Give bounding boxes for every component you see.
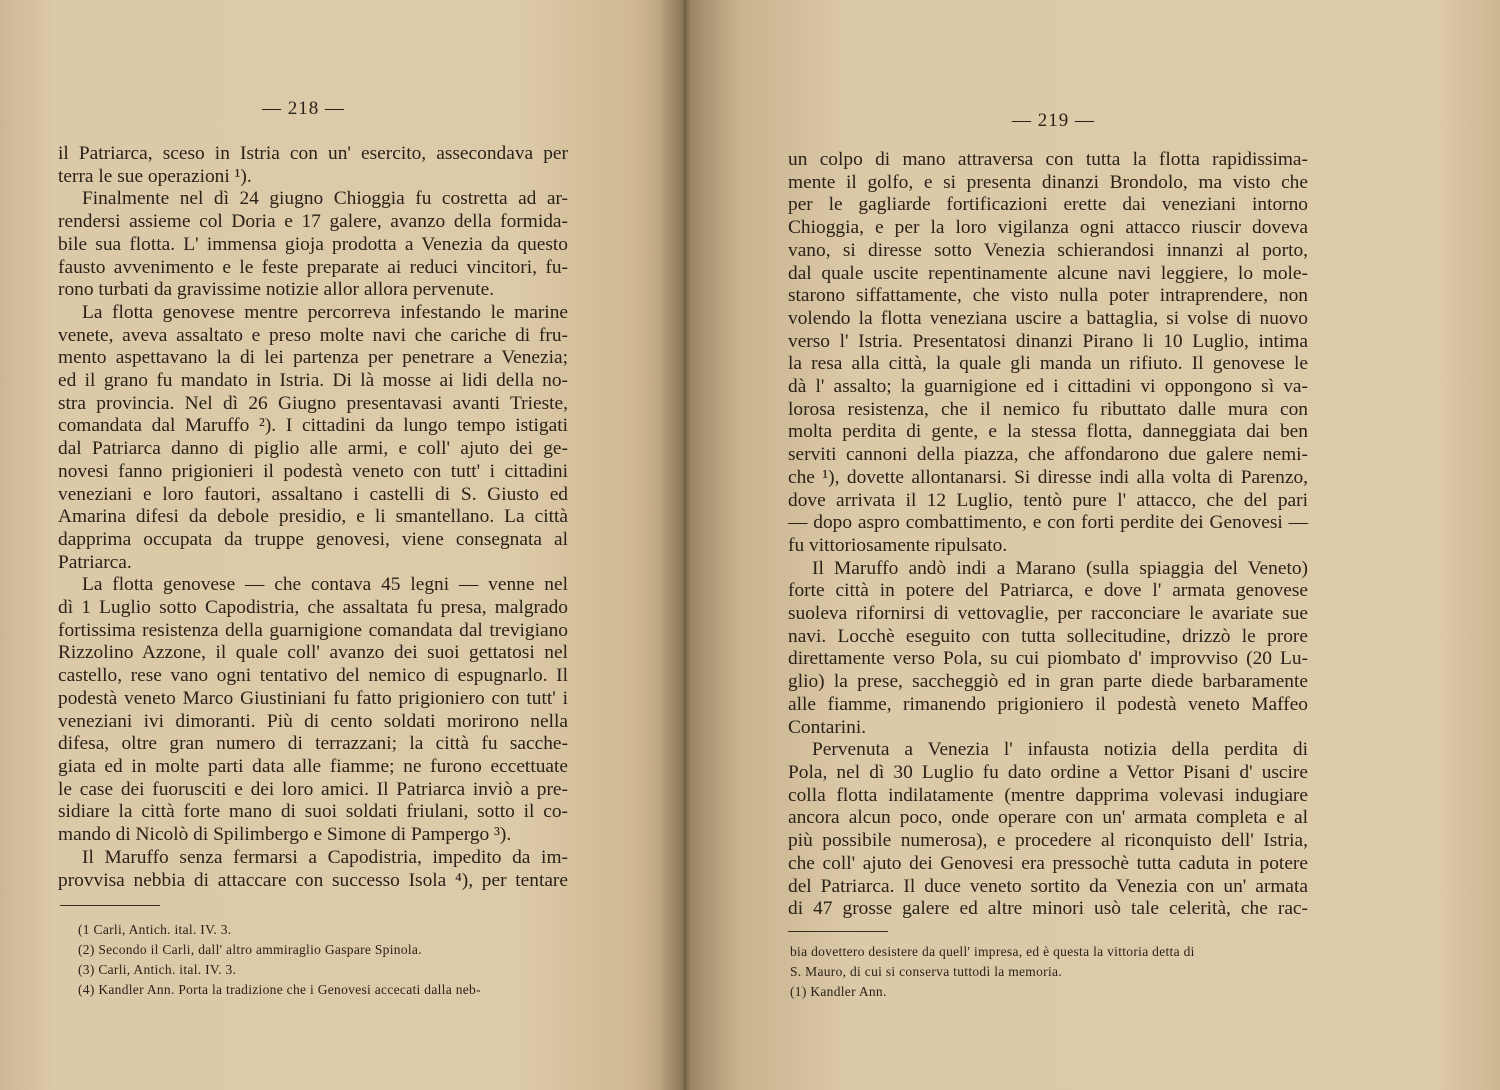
text-line: venete, aveva assaltato e preso molte navi che cariche di fru- [58,324,568,346]
text-line: Pola, nel dì 30 Luglio fu dato ordine a Vettor Pisani d' uscire [788,761,1308,783]
text-line: di 47 grosse galere ed altre minori usò tale celerità, che rac- [788,898,1308,920]
text-line: dà l' assalto; la guarnigione ed i cittadini vi oppongono sì va- [788,376,1308,398]
footnote-divider [60,905,160,906]
text-line: il Patriarca, sceso in Istria con un' esercito, assecondava per [58,143,568,164]
text-line: che ¹), dovette allontanarsi. Si diresse indi alla volta di Parenzo, [788,466,1308,488]
text-line: navi. Locchè eseguito con tutta sollecitudine, drizzò le prore [788,625,1308,647]
footnote: (1 Carli, Antich. ital. IV. 3. [78,922,232,937]
text-line: sidiare la città forte mano di suoi soldati friulani, sotto il co- [58,801,568,823]
text-line: la resa alla città, la quale gli manda un rifiuto. Il genovese le [788,353,1308,375]
text-line: terra le sue operazioni ¹). [58,165,252,187]
footnote: (4) Kandler Ann. Porta la tradizione che i Genovesi accecati dalla neb- [78,982,481,997]
text-line: colla flotta indilatamente (mentre dapprima volevasi indugiare [788,784,1308,806]
text-line: — dopo aspro combattimento, e con forti perdite dei Genovesi — [788,512,1308,534]
footnote-divider [788,931,888,932]
text-line: fu vittoriosamente ripulsato. [788,534,1008,556]
footnotes [78,920,578,1000]
text-line: un colpo di mano attraversa con tutta la flotta rapidissima- [788,149,1308,170]
footnote: (3) Carli, Antich. ital. IV. 3. [78,962,237,977]
right-page [690,0,1500,1090]
text-line: rono turbati da gravissime notizie allor allora pervenute. [58,279,495,301]
text-line: che coll' ajuto dei Genovesi era pressochè tutta caduta in potere [788,852,1308,874]
text-line: Contarini. [788,716,867,738]
text-line: stra provincia. Nel dì 26 Giugno presentavasi avanti Trieste, [58,392,568,414]
footnote: (2) Secondo il Carli, dall' altro ammiraglio Gaspare Spinola. [78,942,422,957]
text-line: Chioggia, e per la loro vigilanza ogni attacco riuscir doveva [788,217,1308,239]
body-text [58,143,568,892]
text-line: provvisa nebbia di attaccare con successo Isola ⁴), per tentare [58,869,568,891]
text-line: molta perdita di gente, e la stessa flotta, danneggiata dai ben [788,421,1308,443]
text-line: suoleva rifornirsi di vettovaglie, per racconciare le avariate sue [788,603,1308,625]
text-line: bile sua flotta. L' immensa gioja prodotta a Venezia da questo [58,233,568,255]
text-line: Patriarca. [58,551,132,573]
text-line: mando di Nicolò di Spilimbergo e Simone di Pampergo ³). [58,824,512,846]
text-line: dapprima occupata da truppe genovesi, viene consegnata al [58,528,568,550]
text-line: forte città in potere del Patriarca, e dove l' armata genovese [788,580,1308,602]
text-line: Amarina difesi da debole presidio, e li smantellano. La città [58,506,568,528]
text-line: difesa, oltre gran numero di terrazzani; la città fu sacche- [58,733,568,755]
text-line: Finalmente nel dì 24 giugno Chioggia fu costretta ad ar- [82,188,568,210]
text-line: podestà veneto Marco Giustiniani fu fatto prigioniero con tutt' i [58,687,568,709]
text-line: più possibile numerosa), e procedere al riconquisto dell' Istria, [788,830,1308,852]
page-number: — 218 — [262,98,345,119]
body-text [788,149,1308,921]
text-line: dì 1 Luglio sotto Capodistria, che assaltata fu presa, malgrado [58,597,568,619]
text-line: Il Maruffo senza fermarsi a Capodistria, impedito da im- [82,846,568,868]
text-line: La flotta genovese mentre percorreva infestando le marine [82,301,568,323]
text-line: veneziani e loro fautori, assaltano i castelli di S. Giusto ed [58,483,568,505]
text-line: volendo la flotta veneziana uscire a battaglia, si volse di nuovo [788,307,1308,329]
footnote: bia dovettero desistere da quell' impresa, ed è questa la vittoria detta di [790,944,1195,959]
text-line: direttamente verso Pola, su cui piombato d' improvviso (20 Lu- [788,648,1308,670]
text-line: Pervenuta a Venezia l' infausta notizia della perdita di [812,739,1308,761]
text-line: Rizzolino Azzone, il quale coll' avanzo dei suoi gettatosi nel [58,642,568,664]
text-line: comandata dal Maruffo ²). I cittadini da lungo tempo istigati [58,415,568,437]
text-line: vano, si diresse sotto Venezia schierandosi innanzi al porto, [788,239,1308,261]
left-page [0,0,690,1090]
text-line: giata ed in molte parti data alle fiamme; ne furono eccettuate [58,755,568,777]
text-line: Il Maruffo andò indi a Marano (sulla spiaggia del Veneto) [812,557,1308,579]
text-line: veneziani ivi dimoranti. Più di cento soldati morirono nella [58,710,568,732]
text-line: ed il grano fu mandato in Istria. Di là mosse ai lidi della no- [58,370,568,392]
text-line: mente il golfo, e si presenta dinanzi Brondolo, ma visto che [788,171,1308,193]
text-line: le case dei fuorusciti e dei loro amici. Il Patriarca inviò a pre- [58,778,568,800]
text-line: starono siffattamente, che visto nulla poter intraprendere, non [788,285,1308,307]
text-line: del Patriarca. Il duce veneto sortito da Venezia con un' armata [788,875,1308,897]
page-number: — 219 — [1012,110,1095,131]
text-line: alle fiamme, rimanendo prigioniero il podestà veneto Maffeo [788,693,1308,715]
text-line: La flotta genovese — che contava 45 legni — venne nel [82,574,568,596]
text-line: fausto avvenimento e le feste preparate ai reduci vincitori, fu- [58,256,568,278]
text-line: fortissima resistenza della guarnigione comandata dal trevigiano [58,619,568,641]
text-line: mento aspettavano la di lei partenza per penetrare a Venezia; [58,347,568,369]
text-line: rendersi assieme col Doria e 17 galere, avanzo della formida- [58,211,568,233]
text-line: dal Patriarca danno di piglio alle armi, e coll' ajuto dei ge- [58,438,568,460]
footnotes [790,942,1320,1002]
text-line: per le gagliarde fortificazioni erette dai veneziani intorno [788,194,1308,216]
footnote: S. Mauro, di cui si conserva tuttodì la memoria. [790,964,1062,979]
text-line: novesi fanno prigionieri il podestà veneto con tutt' i cittadini [58,460,568,482]
footnote: (1) Kandler Ann. [790,984,887,999]
text-line: verso l' Istria. Presentatosi dinanzi Pirano li 10 Luglio, intima [788,330,1308,352]
text-line: ancora alcun poco, onde operare con un' armata completa e al [788,807,1308,829]
text-line: castello, rese vano ogni tentativo del nemico di espugnarlo. Il [58,665,568,687]
text-line: serviti cannoni della piazza, che affondarono due galere nemi- [788,444,1308,466]
text-line: dove arrivata il 12 Luglio, tentò pure l' attacco, che del pari [788,489,1308,511]
text-line: glio) la prese, saccheggiò ed in gran parte diede barbaramente [788,671,1308,693]
text-line: lorosa resistenza, che il nemico fu ributtato dalle mura con [788,398,1308,420]
text-line: dal quale uscite repentinamente alcune navi leggiere, lo mole- [788,262,1308,284]
